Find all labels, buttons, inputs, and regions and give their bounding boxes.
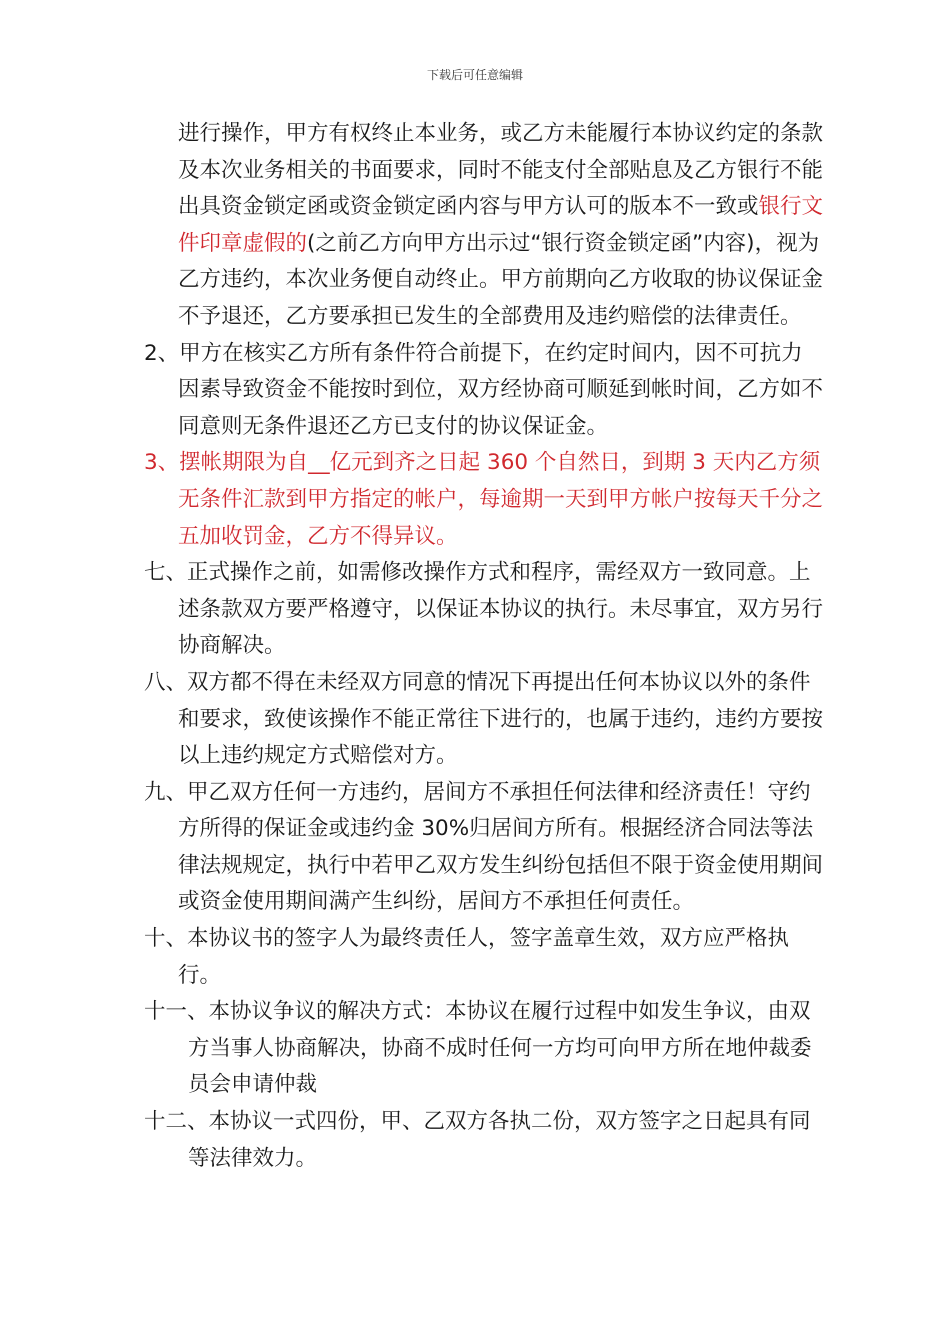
paragraph-text: (之前乙方向甲方出示过“银行资金锁定函”内容)，视为乙方违约，本次业务便自动终止。甲方前期向乙方收取的协议保证金不予退还，乙方要承担已发生的全部费用及违约赔偿的法律责任。 bbox=[178, 230, 824, 329]
clause-11: 十一、本协议争议的解决方式：本协议在履行过程中如发生争议，由双方当事人协商解决，协商不成时任何一方均可向甲方所在地仲裁委员会申请仲裁 bbox=[144, 999, 812, 1098]
page-header-note: 下载后可任意编辑 bbox=[426, 68, 523, 82]
clause-12: 十二、本协议一式四份，甲、乙双方各执二份，双方签字之日起具有同等法律效力。 bbox=[144, 1109, 811, 1171]
clause-8: 八、双方都不得在未经双方同意的情况下再提出任何本协议以外的条件和要求，致使该操作不能正常往下进行的，也属于违约，违约方要按以上违约规定方式赔偿对方。 bbox=[144, 669, 824, 769]
clause-3: 3、摆帐期限为自__亿元到齐之日起 360 个自然日，到期 3 天内乙方须无条件汇款到甲方指定的帐户，每逾期一天到甲方帐户按每天千分之五加收罚金，乙方不得异议。 bbox=[144, 450, 824, 549]
clause-2: 2、甲方在核实乙方所有条件符合前提下，在约定时间内，因不可抗力因素导致资金不能按时到位，双方经协商可顺延到帐时间，乙方如不同意则无条件退还乙方已支付的协议保证金。 bbox=[144, 340, 824, 439]
clause-7: 七、正式操作之前，如需修改操作方式和程序，需经双方一致同意。上述条款双方要严格遵守，以保证本协议的执行。未尽事宜，双方另行协商解决。 bbox=[144, 560, 824, 659]
paragraph-text: 进行操作，甲方有权终止本业务，或乙方未能履行本协议约定的条款及本次业务相关的书面要求，同时不能支付全部贴息及乙方银行不能出具资金锁定函或资金锁定函内容与甲方认可的版本不一致或 bbox=[178, 121, 824, 220]
clause-9: 九、甲乙双方任何一方违约，居间方不承担任何法律和经济责任！守约方所得的保证金或违约金 30%归居间方所有。根据经济合同法等法律法规规定，执行中若甲乙双方发生纠纷包括但不限于资金使用期间或资金使用期间满产生纠纷，居间方不承担任何责任。 bbox=[144, 779, 824, 915]
highlighted-text: 银行文件印章虚假的 bbox=[178, 194, 824, 256]
paragraph-continuation bbox=[144, 116, 824, 336]
clause-10: 十、本协议书的签字人为最终责任人，签字盖章生效，双方应严格执行。 bbox=[144, 926, 790, 988]
document-body bbox=[144, 116, 824, 1177]
